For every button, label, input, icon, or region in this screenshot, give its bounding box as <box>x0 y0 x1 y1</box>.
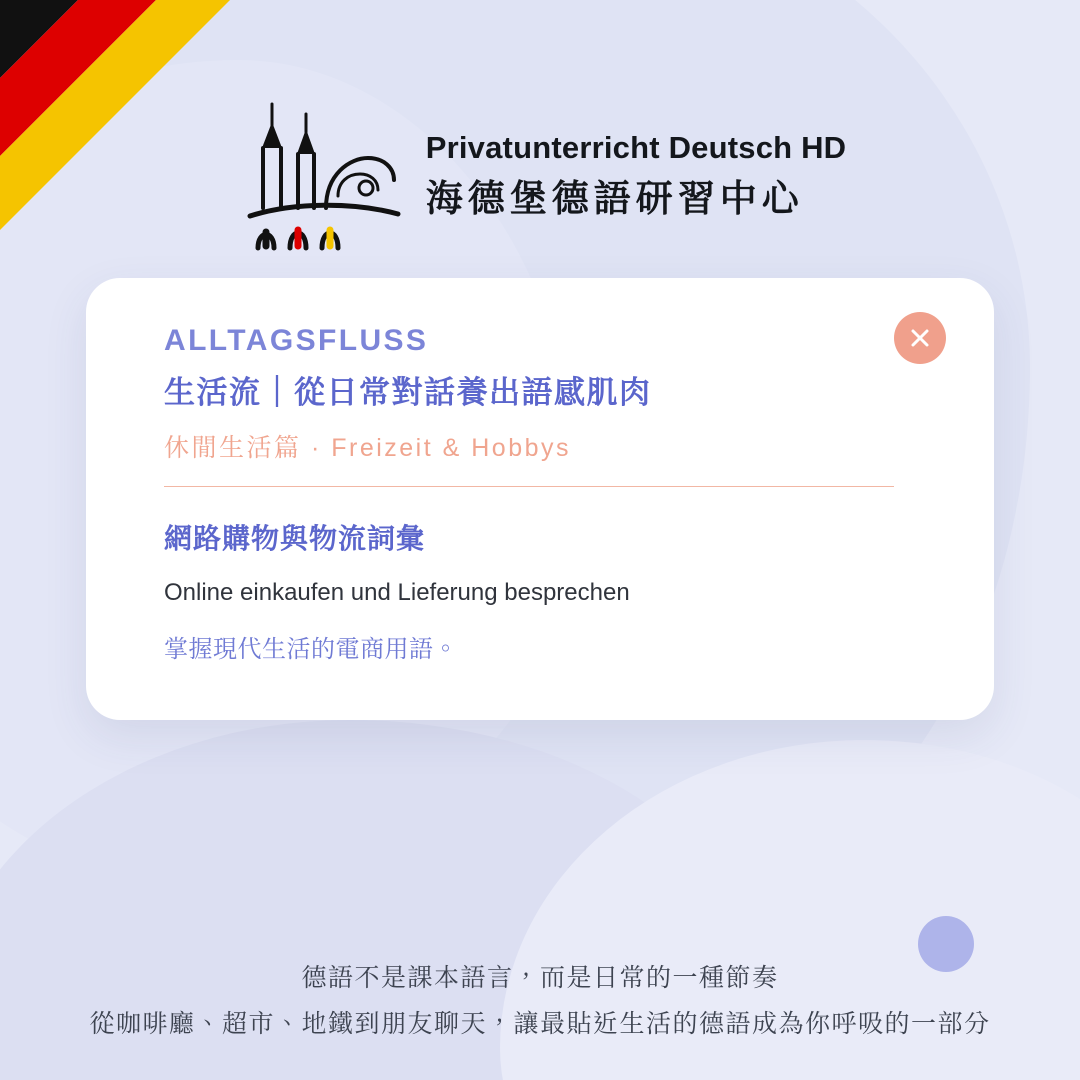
brand-name-zh: 海德堡德語研習中心 <box>425 178 804 219</box>
topic-note: 掌握現代生活的電商用語。 <box>164 636 458 663</box>
card-headline: 生活流｜從日常對話養出語感肌肉 <box>164 374 652 410</box>
topic-title-zh: 網路購物與物流詞彙 <box>164 523 426 554</box>
brand-header <box>0 96 1080 256</box>
close-icon <box>908 326 932 350</box>
footer-line-1: 德語不是課本語言，而是日常的一種節奏 <box>301 964 779 992</box>
lesson-card <box>86 278 994 720</box>
close-button[interactable] <box>894 312 946 364</box>
footer-tagline <box>0 958 1080 1044</box>
heidelberg-skyline-logo-icon <box>234 96 404 256</box>
topic-title-de: Online einkaufen und Lieferung besprechen <box>164 579 630 606</box>
footer-line-2: 從咖啡廳、超市、地鐵到朋友聊天，讓最貼近生活的德語成為你呼吸的一部分 <box>89 1010 991 1038</box>
card-kicker: ALLTAGSFLUSS <box>164 324 429 357</box>
card-subline: 休閒生活篇 · Freizeit & Hobbys <box>164 433 572 462</box>
brand-name-de: Privatunterricht Deutsch HD <box>425 130 847 165</box>
card-divider <box>164 486 894 488</box>
